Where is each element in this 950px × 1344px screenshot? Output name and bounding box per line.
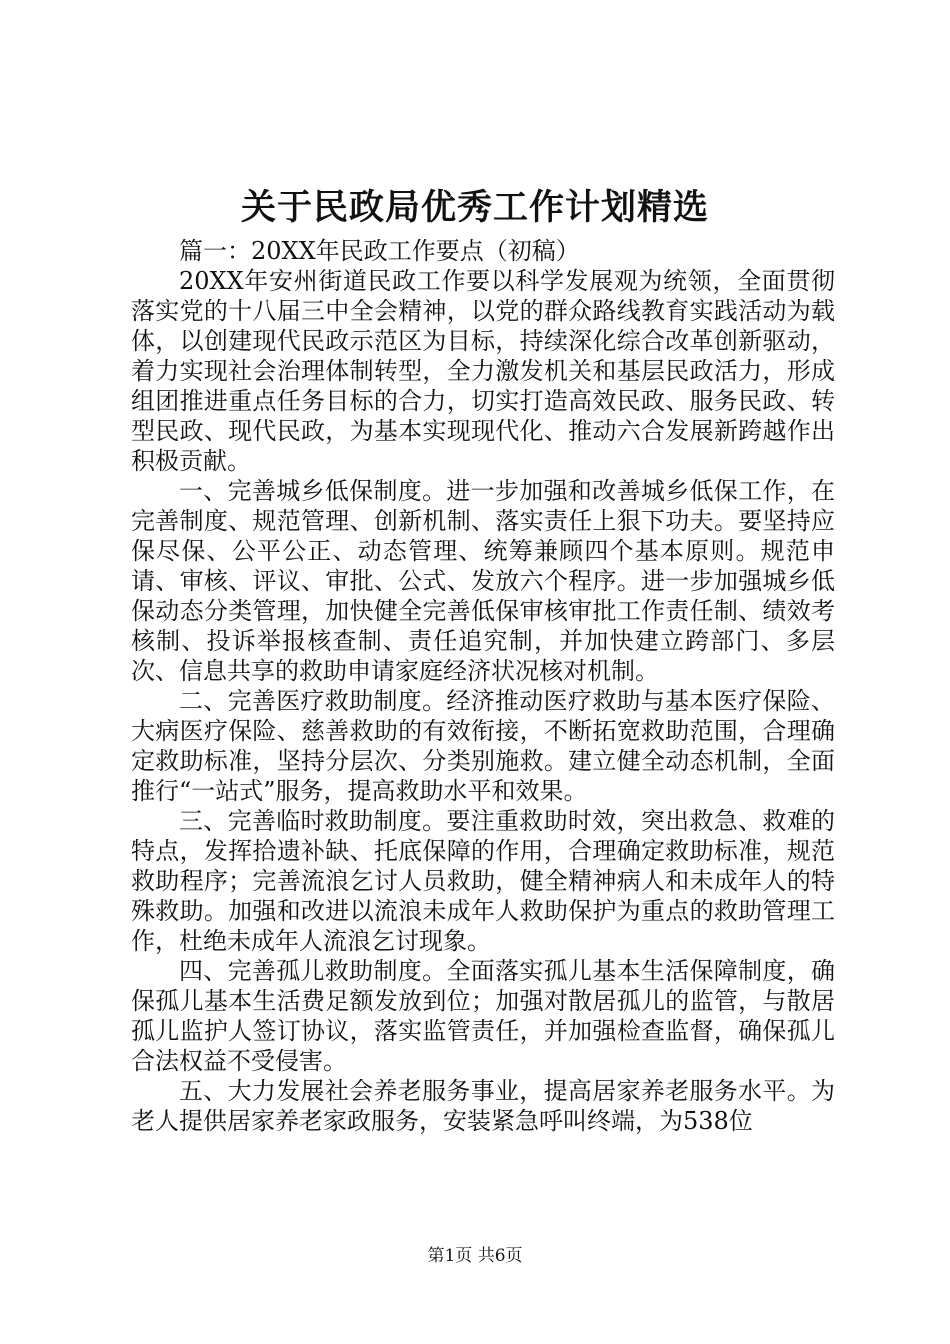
paragraph-intro: 20XX年安州街道民政工作要以科学发展观为统领，全面贯彻落实党的十八届三中全会精神，以党的群众路线教育实践活动为载体，以创建现代民政示范区为目标，持续深化综合改革创新驱动，着力实现社会治理体制转型，全力激发机关和基层民政活力，形成组团推进重点任务目标的合力，切实打造高效民政、服务民政、转型民政、现代民政，为基本实现现代化、推动六合发展新跨越作出积极贡献。 xyxy=(131,267,835,475)
section-heading: 篇一：20XX年民政工作要点（初稿） xyxy=(179,237,580,265)
document-body xyxy=(131,236,835,1136)
paragraph-item-4: 四、完善孤儿救助制度。全面落实孤儿基本生活保障制度，确保孤儿基本生活费足额发放到位；加强对散居孤儿的监管，与散居孤儿监护人签订协议，落实监管责任，并加强检查监督，确保孤儿合法权益不受侵害。 xyxy=(131,957,835,1075)
paragraph-item-3: 三、完善临时救助制度。要注重救助时效，突出救急、救难的特点，发挥拾遗补缺、托底保障的作用，合理确定救助标准，规范救助程序；完善流浪乞讨人员救助，健全精神病人和未成年人的特殊救助。加强和改进以流浪未成年人救助保护为重点的救助管理工作，杜绝未成年人流浪乞讨现象。 xyxy=(131,807,835,955)
paragraph-item-1: 一、完善城乡低保制度。进一步加强和改善城乡低保工作，在完善制度、规范管理、创新机制、落实责任上狠下功夫。要坚持应保尽保、公平公正、动态管理、统筹兼顾四个基本原则。规范申请、审核、评议、审批、公式、发放六个程序。进一步加强城乡低保动态分类管理，加快健全完善低保审核审批工作责任制、绩效考核制、投诉举报核查制、责任追究制，并加快建立跨部门、多层次、信息共享的救助申请家庭经济状况核对机制。 xyxy=(131,477,835,685)
paragraph-item-5: 五、大力发展社会养老服务事业，提高居家养老服务水平。为老人提供居家养老家政服务，安装紧急呼叫终端，为538位 xyxy=(131,1077,835,1135)
paragraph-item-2: 二、完善医疗救助制度。经济推动医疗救助与基本医疗保险、大病医疗保险、慈善救助的有效衔接，不断拓宽救助范围，合理确定救助标准，坚持分层次、分类别施救。建立健全动态机制，全面推行“一站式”服务，提高救助水平和效果。 xyxy=(131,687,835,805)
page-number-footer: 第1页 共6页 xyxy=(427,1246,523,1266)
document-title: 关于民政局优秀工作计划精选 xyxy=(240,187,709,228)
